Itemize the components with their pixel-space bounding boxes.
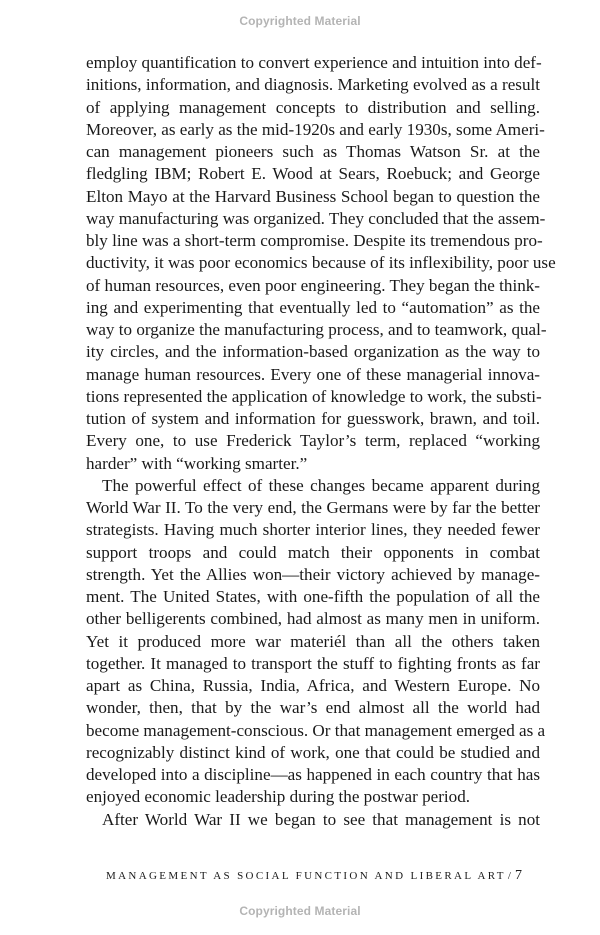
page-footer — [106, 868, 522, 884]
text-line: support troops and could match their opponents in combat — [86, 542, 540, 562]
text-line: apart as China, Russia, India, Africa, and Western Europe. No — [86, 676, 540, 695]
text-line: tions represented the application of knowledge to work, the substi- — [86, 386, 542, 406]
text-line: recognizably distinct kind of work, one that could be studied and — [86, 742, 540, 762]
text-line: become management-conscious. Or that management emerged as a — [86, 720, 546, 740]
running-head: MANAGEMENT AS SOCIAL FUNCTION AND LIBERAL ART — [106, 870, 506, 882]
text-line: developed into a discipline—as happened in each country that has — [86, 765, 540, 784]
paragraph — [86, 52, 556, 475]
text-line: of applying management concepts to distribution and selling. — [86, 97, 540, 117]
text-line: can management pioneers such as Thomas Watson Sr. at the — [86, 142, 540, 161]
text-line: bly line was a short-term compromise. Despite its tremendous pro- — [86, 231, 543, 250]
paragraph — [86, 475, 546, 809]
footer-separator: / — [507, 870, 511, 882]
text-line: way manufacturing was organized. They concluded that the assem- — [86, 208, 546, 228]
copyright-watermark-top: Copyrighted Material — [239, 14, 361, 28]
text-line: employ quantification to convert experience and intuition into def- — [86, 53, 542, 72]
copyright-watermark-bottom: Copyrighted Material — [239, 904, 361, 918]
text-line: The powerful effect of these changes became apparent during — [102, 475, 540, 495]
text-line: Moreover, as early as the mid-1920s and early 1930s, some Ameri- — [86, 119, 545, 139]
text-line: together. It managed to transport the stuff to fighting fronts as far — [86, 653, 540, 673]
text-line: other belligerents combined, had almost as many men in uniform. — [86, 609, 540, 629]
text-line: initions, information, and diagnosis. Marketing evolved as a result — [86, 75, 540, 95]
text-line: manage human resources. Every one of these managerial innova- — [86, 364, 540, 384]
text-line: World War II. To the very end, the Germans were by far the better — [86, 498, 540, 517]
text-line: fledgling IBM; Robert E. Wood at Sears, Roebuck; and George — [86, 164, 540, 184]
text-line: tution of system and information for guesswork, brawn, and toil. — [86, 409, 540, 428]
text-line: ductivity, it was poor economics because of its inflexibility, poor use — [86, 253, 556, 273]
text-line: harder” with “working smarter.” — [86, 453, 308, 473]
text-line: enjoyed economic leadership during the postwar period. — [86, 787, 471, 807]
text-line: strategists. Having much shorter interior lines, they needed fewer — [86, 520, 540, 540]
text-line: wonder, then, that by the war’s end almost all the world had — [86, 698, 540, 718]
text-line: Yet it produced more war materiél than all the others taken — [86, 631, 540, 651]
page-body-text — [86, 52, 556, 831]
text-line: Every one, to use Frederick Taylor’s term, replaced “working — [86, 431, 540, 451]
paragraph — [86, 809, 540, 831]
text-line: way to organize the manufacturing process, and to teamwork, qual- — [86, 320, 547, 339]
page-number: 7 — [514, 868, 522, 883]
text-line: After World War II we began to see that management is not — [102, 809, 540, 829]
text-line: Elton Mayo at the Harvard Business School began to question the — [86, 186, 540, 206]
text-line: ing and experimenting that eventually led to “automation” as the — [86, 297, 540, 317]
text-line: strength. Yet the Allies won—their victory achieved by manage- — [86, 564, 540, 584]
text-line: of human resources, even poor engineering. They began the think- — [86, 275, 540, 295]
text-line: ity circles, and the information-based organization as the way to — [86, 342, 540, 362]
text-line: ment. The United States, with one-fifth the population of all the — [86, 587, 540, 606]
